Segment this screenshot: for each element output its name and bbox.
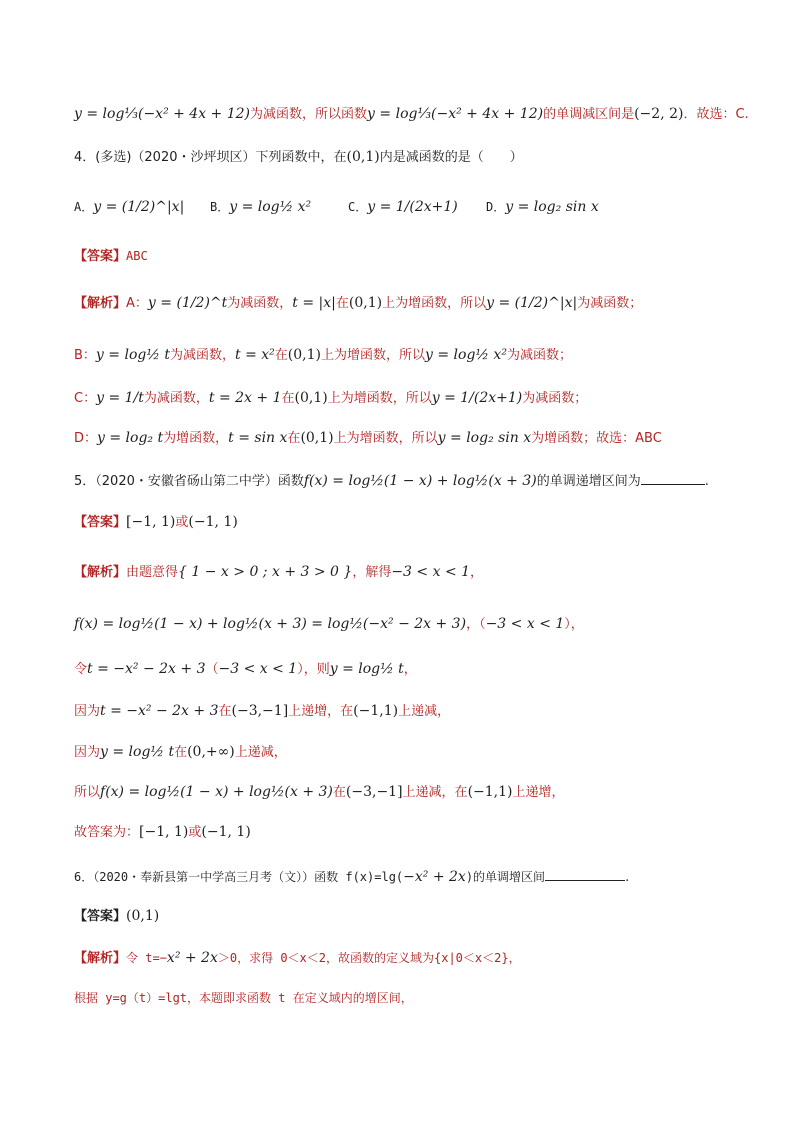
text: 为减函数； bbox=[506, 348, 572, 363]
answer-value: ABC bbox=[126, 249, 148, 263]
formula: y = (1/2)^|x| bbox=[93, 199, 185, 215]
formula: y = log₂ sin x bbox=[437, 430, 532, 446]
analysis-q4-a bbox=[74, 293, 754, 314]
formula: −3 < x < 1 bbox=[485, 616, 565, 632]
formula: y = log½ x² bbox=[425, 347, 507, 363]
text: ）， bbox=[564, 617, 584, 632]
choice-label: C． bbox=[348, 200, 368, 214]
formula: y = log½ x² bbox=[229, 199, 312, 215]
text: 令 t=− bbox=[126, 951, 167, 965]
formula: (0,1) bbox=[294, 390, 328, 406]
text: 上递减， bbox=[234, 745, 287, 760]
formula: −3 < x < 1 bbox=[391, 564, 471, 580]
choice-label: D． bbox=[486, 200, 506, 214]
formula: [−1, 1) bbox=[139, 824, 189, 840]
text: 上为增函数，所以 bbox=[333, 431, 438, 446]
analysis-q5-step4 bbox=[74, 701, 754, 722]
formula: t = −x² − 2x + 3 bbox=[87, 661, 206, 677]
text: 在 bbox=[281, 391, 295, 406]
formula: −x² + 2x bbox=[403, 869, 466, 885]
text: ，（ bbox=[466, 617, 486, 632]
formula: t = −x² − 2x + 3 bbox=[100, 703, 219, 719]
answer-tag: 【答案】 bbox=[74, 249, 127, 264]
formula: f(x) = log½(1 − x) + log½(x + 3) bbox=[100, 784, 333, 800]
analysis-q5-step2 bbox=[74, 614, 754, 635]
question-6 bbox=[74, 866, 754, 888]
formula: (−1,1) bbox=[353, 703, 399, 719]
text: 为减函数； bbox=[522, 391, 588, 406]
text: A： bbox=[126, 296, 148, 311]
question-text: . bbox=[625, 870, 630, 885]
text: 在 bbox=[174, 745, 188, 760]
question-text: )的单调增区间 bbox=[465, 870, 546, 884]
text: 或 bbox=[188, 825, 202, 840]
text: （ bbox=[205, 662, 219, 677]
solution-line-q3-end bbox=[74, 104, 754, 125]
text: ＞0，求得 0＜x＜2，故函数的定义域为{x|0＜x＜2}， bbox=[217, 951, 521, 965]
question-text: 内是减函数的是（ ） bbox=[379, 150, 523, 165]
formula: y = 1/(2x+1) bbox=[431, 390, 523, 406]
formula: (−3,−1] bbox=[231, 703, 289, 719]
formula: (0,1) bbox=[287, 347, 321, 363]
answer-tag: 【答案】 bbox=[74, 909, 127, 924]
analysis-tag: 【解析】 bbox=[74, 951, 127, 966]
formula: y = log½ t bbox=[100, 744, 175, 760]
choice-c bbox=[348, 196, 458, 219]
formula: f(x) = log½(1 − x) + log½(x + 3) = log½(−x² − 2x + 3) bbox=[74, 616, 467, 632]
formula: (−3,−1] bbox=[345, 784, 403, 800]
answer-blank bbox=[641, 470, 705, 485]
question-4 bbox=[74, 147, 754, 168]
analysis-q6-step1 bbox=[74, 948, 754, 969]
text: 因为 bbox=[74, 704, 101, 719]
formula: (0,1) bbox=[348, 295, 383, 311]
text: ，解得 bbox=[352, 565, 392, 580]
formula: t = |x| bbox=[292, 295, 336, 311]
formula: y = log½ t bbox=[95, 347, 170, 363]
text: 上为增函数，所以 bbox=[320, 348, 425, 363]
text: 上递增，在 bbox=[288, 704, 354, 719]
text: 在 bbox=[287, 431, 301, 446]
text: 上递减， bbox=[398, 704, 451, 719]
answer-q6 bbox=[74, 906, 754, 927]
text: ， bbox=[470, 565, 484, 580]
text: ），则 bbox=[297, 662, 330, 677]
formula: y = log⅓(−x² + 4x + 12) bbox=[367, 106, 544, 122]
text: 为减函数； bbox=[577, 296, 643, 311]
text: 在 bbox=[218, 704, 232, 719]
analysis-q4-d bbox=[74, 428, 754, 449]
text: 根据 y=g（t）=lgt，本题即求函数 t 在定义域内的增区间， bbox=[74, 991, 413, 1005]
text: 为减函数，所以函数 bbox=[250, 107, 368, 122]
text: D： bbox=[74, 431, 98, 446]
formula: [−1, 1) bbox=[126, 514, 176, 530]
analysis-q5-step7 bbox=[74, 822, 754, 843]
text: 为减函数， bbox=[227, 296, 293, 311]
answer-tag: 【答案】 bbox=[74, 515, 127, 530]
text: 令 bbox=[74, 662, 88, 677]
text: 因为 bbox=[74, 745, 101, 760]
formula: y = 1/t bbox=[96, 390, 144, 406]
formula: t = sin x bbox=[228, 430, 288, 446]
formula: t = x² bbox=[235, 347, 275, 363]
text: 的单调减区间是 bbox=[543, 107, 635, 122]
formula: y = 1/(2x+1) bbox=[367, 199, 458, 215]
formula: (0,1) bbox=[346, 149, 380, 165]
formula: { 1 − x > 0 ; x + 3 > 0 } bbox=[178, 564, 353, 580]
text: 在 bbox=[274, 348, 288, 363]
formula: (0,1) bbox=[300, 430, 334, 446]
text: 上递减，在 bbox=[402, 785, 468, 800]
analysis-q5-step3 bbox=[74, 659, 754, 680]
analysis-q5-step1 bbox=[74, 562, 754, 583]
formula: (0,+∞) bbox=[187, 744, 235, 760]
formula: −3 < x < 1 bbox=[218, 661, 298, 677]
formula: y = log₂ t bbox=[97, 430, 164, 446]
text: 或 bbox=[175, 515, 189, 530]
question-text: 的单调递增区间为 bbox=[536, 474, 641, 489]
text: 为增函数；故选：ABC bbox=[531, 431, 662, 446]
text: 在 bbox=[332, 785, 346, 800]
analysis-tag: 【解析】 bbox=[74, 565, 127, 580]
text: 上为增函数，所以 bbox=[382, 296, 487, 311]
text: 所以 bbox=[74, 785, 101, 800]
choice-a bbox=[74, 196, 184, 219]
text: 上递增， bbox=[512, 785, 565, 800]
choice-d bbox=[486, 196, 599, 219]
formula: (−1, 1) bbox=[188, 514, 238, 530]
answer-value: (0,1) bbox=[126, 908, 160, 924]
formula: y = log½ t bbox=[329, 661, 404, 677]
text: 在 bbox=[335, 296, 349, 311]
text: B： bbox=[74, 348, 96, 363]
answer-q5 bbox=[74, 512, 754, 533]
formula: y = log₂ sin x bbox=[505, 199, 599, 215]
question-text: 5．（2020・安徽省砀山第二中学）函数 bbox=[74, 474, 304, 489]
answer-q4 bbox=[74, 246, 754, 267]
formula: x² + 2x bbox=[166, 950, 218, 966]
choice-b bbox=[210, 196, 311, 219]
formula: (−2, 2) bbox=[634, 106, 684, 122]
text: 故答案为： bbox=[74, 825, 140, 840]
text: 为增函数， bbox=[163, 431, 229, 446]
formula: (−1, 1) bbox=[201, 824, 251, 840]
question-text: 6．（2020・奉新县第一中学高三月考（文））函数 f(x)=lg( bbox=[74, 870, 404, 884]
answer-blank bbox=[545, 866, 625, 881]
question-4-choices bbox=[74, 196, 754, 226]
question-text: . bbox=[704, 474, 709, 489]
text: 上为增函数，所以 bbox=[327, 391, 432, 406]
question-5 bbox=[74, 470, 754, 492]
analysis-tag: 【解析】 bbox=[74, 296, 127, 311]
choice-label: A． bbox=[74, 200, 94, 214]
text: ．故选：C. bbox=[683, 107, 749, 122]
analysis-q5-step6 bbox=[74, 782, 754, 803]
formula: t = 2x + 1 bbox=[208, 390, 282, 406]
formula: f(x) = log½(1 − x) + log½(x + 3) bbox=[303, 473, 537, 489]
analysis-q4-c bbox=[74, 388, 754, 409]
text: 为减函数， bbox=[169, 348, 235, 363]
formula: y = log⅓(−x² + 4x + 12) bbox=[74, 106, 251, 122]
analysis-q6-step2 bbox=[74, 988, 754, 1009]
formula: y = (1/2)^|x| bbox=[486, 295, 578, 311]
analysis-q4-b bbox=[74, 345, 754, 366]
formula: y = (1/2)^t bbox=[147, 295, 228, 311]
text: 由题意得 bbox=[126, 565, 179, 580]
text: C： bbox=[74, 391, 97, 406]
analysis-q5-step5 bbox=[74, 742, 754, 763]
choice-label: B． bbox=[210, 200, 230, 214]
question-text: 4．(多选)（2020・沙坪坝区）下列函数中，在 bbox=[74, 150, 347, 165]
text: ， bbox=[403, 662, 417, 677]
text: 为减函数， bbox=[143, 391, 209, 406]
formula: (−1,1) bbox=[467, 784, 513, 800]
